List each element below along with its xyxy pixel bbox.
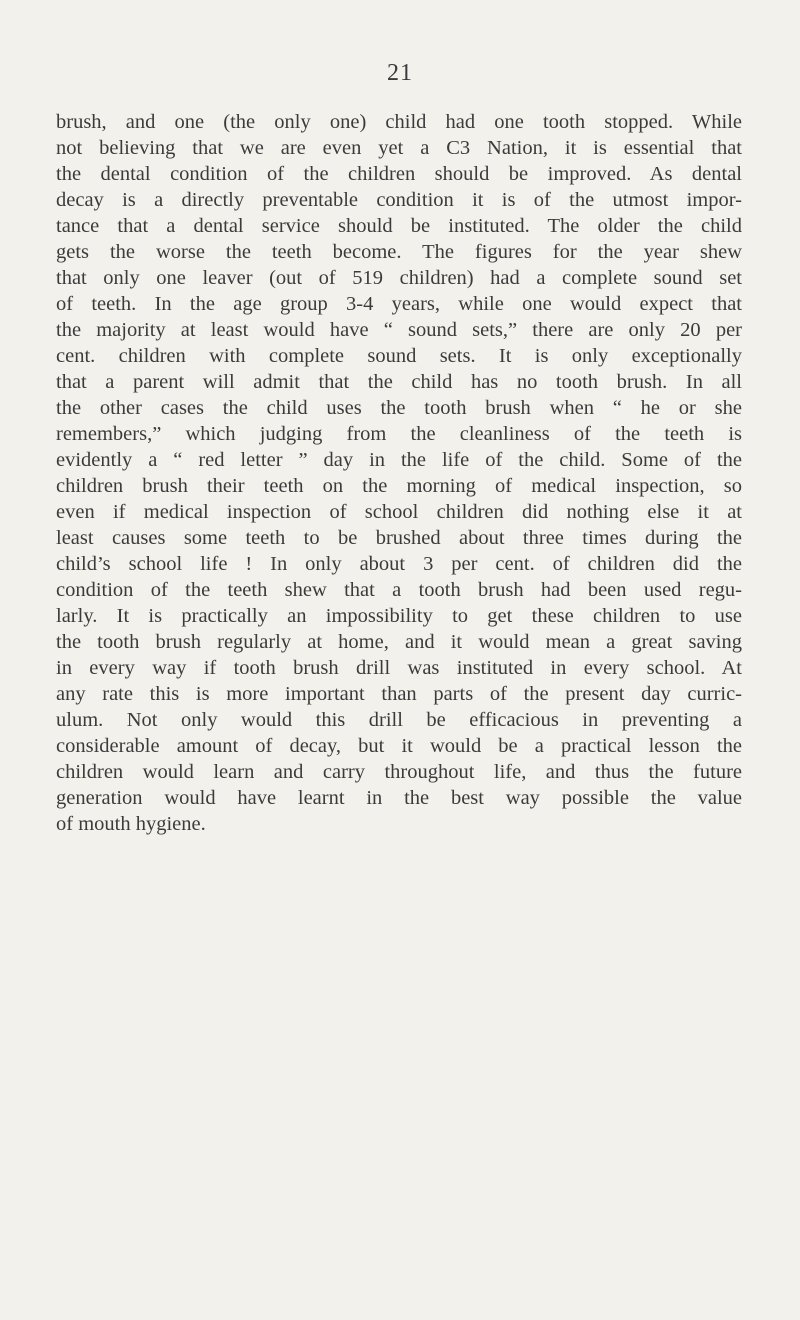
text-line: children would learn and carry throughout life, and thus the future: [56, 761, 742, 783]
text-line: the tooth brush regularly at home, and it would mean a great saving: [56, 631, 742, 653]
text-line: generation would have learnt in the best way possible the value: [56, 787, 742, 809]
text-line: considerable amount of decay, but it would be a practical lesson the: [56, 735, 742, 757]
text-line: remembers,” which judging from the cleanliness of the teeth is: [56, 423, 742, 445]
text-line: in every way if tooth brush drill was instituted in every school. At: [56, 657, 742, 679]
text-line: tance that a dental service should be instituted. The older the child: [56, 215, 742, 237]
page-number: 21: [387, 60, 413, 86]
text-line: even if medical inspection of school children did nothing else it at: [56, 501, 742, 523]
text-line: cent. children with complete sound sets. It is only exceptionally: [56, 345, 742, 367]
text-line: the dental condition of the children should be improved. As dental: [56, 163, 742, 185]
body-paragraph: [56, 109, 742, 837]
text-line: children brush their teeth on the morning of medical inspection, so: [56, 475, 742, 497]
text-line: ulum. Not only would this drill be efficacious in preventing a: [56, 709, 742, 731]
text-line: not believing that we are even yet a C3 Nation, it is essential that: [56, 137, 742, 159]
text-line: decay is a directly preventable condition it is of the utmost impor-: [56, 189, 742, 211]
text-line: the other cases the child uses the tooth brush when “ he or she: [56, 397, 742, 419]
text-line: condition of the teeth shew that a tooth brush had been used regu-: [56, 579, 742, 601]
text-line: least causes some teeth to be brushed about three times during the: [56, 527, 742, 549]
text-line: child’s school life ! In only about 3 per cent. of children did the: [56, 553, 742, 575]
text-line: any rate this is more important than parts of the present day curric-: [56, 683, 742, 705]
text-line: of teeth. In the age group 3-4 years, while one would expect that: [56, 293, 742, 315]
text-line: brush, and one (the only one) child had one tooth stopped. While: [56, 111, 742, 133]
text-line: evidently a “ red letter ” day in the life of the child. Some of the: [56, 449, 742, 471]
text-line: larly. It is practically an impossibility to get these children to use: [56, 605, 742, 627]
text-line: of mouth hygiene.: [56, 813, 206, 835]
text-line: that a parent will admit that the child has no tooth brush. In all: [56, 371, 742, 393]
text-line: that only one leaver (out of 519 children) had a complete sound set: [56, 267, 742, 289]
text-line: the majority at least would have “ sound sets,” there are only 20 per: [56, 319, 742, 341]
text-line: gets the worse the teeth become. The figures for the year shew: [56, 241, 742, 263]
